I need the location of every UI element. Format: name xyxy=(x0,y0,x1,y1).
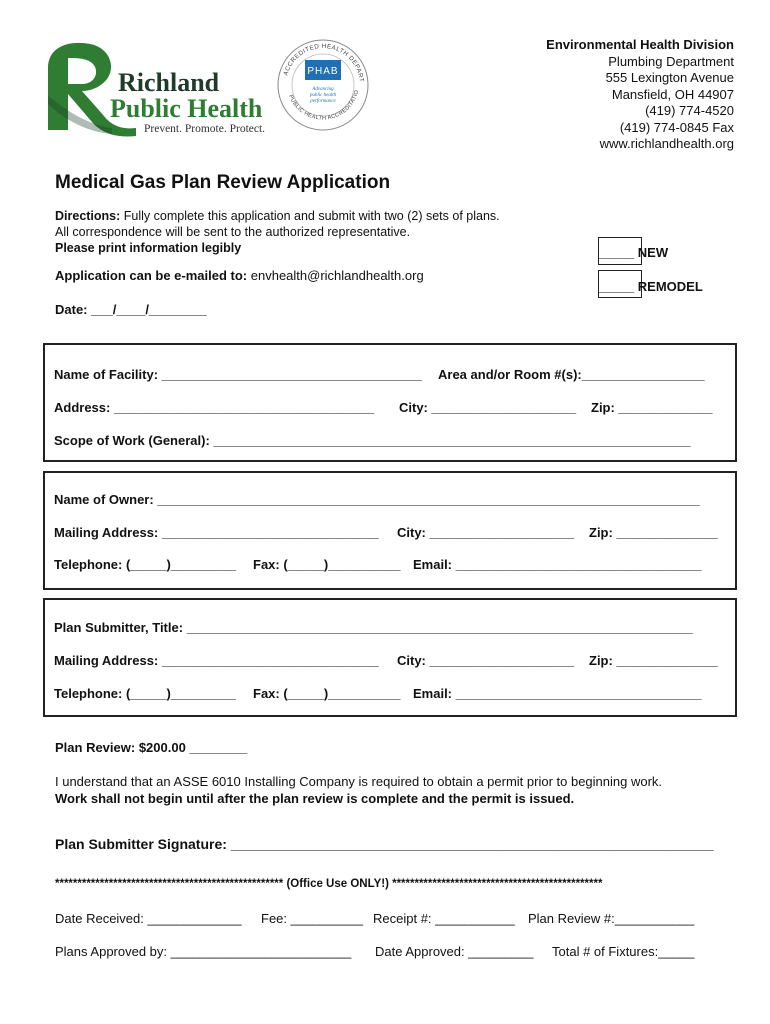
owner-city-field[interactable]: City: ____________________ xyxy=(397,525,575,540)
office-use-banner: *************************************************** (Office Use ONLY!) *********************************************** xyxy=(55,878,603,890)
submitter-name-title-field[interactable]: Plan Submitter, Title: ______________________________________________________________________ xyxy=(54,620,693,635)
plan-review-fee xyxy=(55,740,247,755)
email-address[interactable]: envhealth@richlandhealth.org xyxy=(247,268,424,283)
seal-icon xyxy=(276,38,370,132)
submitter-signature-field[interactable]: Plan Submitter Signature: ______________________________________________________________ xyxy=(55,836,714,852)
phab-accreditation-seal xyxy=(276,38,370,132)
plan-review-amount[interactable]: $200.00 ________ xyxy=(135,740,248,755)
print-legibly-note: Please print information legibly xyxy=(55,241,242,255)
owner-mailing-address-field[interactable]: Mailing Address: ______________________________ xyxy=(54,525,379,540)
plan-review-label: Plan Review: xyxy=(55,740,136,755)
submitter-fax-field[interactable]: Fax: (_____)__________ xyxy=(253,686,401,701)
permit-notice xyxy=(55,773,662,807)
svg-text:public health: public health xyxy=(309,93,337,98)
receipt-number-field[interactable]: Receipt #: ___________ xyxy=(373,911,515,926)
directions-label: Directions: xyxy=(55,209,121,223)
owner-name-field[interactable]: Name of Owner: ___________________________________________________________________________ xyxy=(54,492,700,507)
svg-text:PHAB: PHAB xyxy=(307,66,339,77)
website-link[interactable]: www.richlandhealth.org xyxy=(599,136,734,151)
phone-number: (419) 774-4520 xyxy=(645,103,734,118)
department-name: Plumbing Department xyxy=(608,53,734,69)
division-name: Environmental Health Division xyxy=(546,37,734,52)
city-state-zip: Mansfield, OH 44907 xyxy=(611,86,734,102)
plan-review-number-field[interactable]: Plan Review #:___________ xyxy=(528,911,695,926)
office-fee-field[interactable]: Fee: __________ xyxy=(261,911,363,926)
directions-block xyxy=(55,208,500,256)
asse-requirement-text: I understand that an ASSE 6010 Installing Company is required to obtain a permit prior to beginning work. xyxy=(55,774,663,789)
date-approved-field[interactable]: Date Approved: _________ xyxy=(375,944,534,959)
facility-address-field[interactable]: Address: ____________________________________ xyxy=(54,400,375,415)
owner-telephone-field[interactable]: Telephone: (_____)_________ xyxy=(54,557,236,572)
form-title: Medical Gas Plan Review Application xyxy=(55,172,391,193)
facility-city-field[interactable]: City: ____________________ xyxy=(399,400,577,415)
facility-zip-field[interactable]: Zip: _____________ xyxy=(591,400,713,415)
svg-text:Advancing: Advancing xyxy=(312,87,334,92)
facility-name-field[interactable]: Name of Facility: ____________________________________ xyxy=(54,367,422,382)
svg-text:performance: performance xyxy=(310,99,336,104)
owner-zip-field[interactable]: Zip: ______________ xyxy=(589,525,718,540)
svg-text:ACCREDITED HEALTH DEPARTMENT: ACCREDITED HEALTH DEPART xyxy=(282,42,365,83)
fax-number: (419) 774-0845 Fax xyxy=(619,119,734,135)
svg-text:PUBLIC HEALTH ACCREDITATION BO: PUBLIC HEALTH ACCREDITATIO xyxy=(287,89,361,122)
richland-public-health-logo xyxy=(40,38,280,138)
owner-email-field[interactable]: Email: __________________________________ xyxy=(413,557,702,572)
area-room-field[interactable]: Area and/or Room #(s):_________________ xyxy=(438,367,705,382)
logo-title-line2: Public Health xyxy=(110,94,263,123)
directions-text: Fully complete this application and submit with two (2) sets of plans. xyxy=(120,209,500,223)
submitter-mailing-address-field[interactable]: Mailing Address: ______________________________ xyxy=(54,653,379,668)
submitter-zip-field[interactable]: Zip: ______________ xyxy=(589,653,718,668)
work-start-warning: Work shall not begin until after the plan review is complete and the permit is issued. xyxy=(55,791,575,806)
owner-fax-field[interactable]: Fax: (_____)__________ xyxy=(253,557,401,572)
scope-of-work-field[interactable]: Scope of Work (General): __________________________________________________________________ xyxy=(54,433,691,448)
submitter-telephone-field[interactable]: Telephone: (_____)_________ xyxy=(54,686,236,701)
date-field[interactable]: Date: ___/____/________ xyxy=(55,302,207,317)
department-contact-block xyxy=(546,37,734,153)
plans-approved-by-field[interactable]: Plans Approved by: _________________________ xyxy=(55,944,352,959)
logo-title-line1: Richland xyxy=(118,68,220,97)
remodel-label: _____ REMODEL xyxy=(598,279,703,294)
email-instruction xyxy=(55,268,424,283)
email-label: Application can be e-mailed to: xyxy=(55,268,248,283)
submitter-city-field[interactable]: City: ____________________ xyxy=(397,653,575,668)
submitter-email-field[interactable]: Email: __________________________________ xyxy=(413,686,702,701)
total-fixtures-field[interactable]: Total # of Fixtures:_____ xyxy=(552,944,695,959)
street-address: 555 Lexington Avenue xyxy=(605,70,734,85)
new-label: _____ NEW xyxy=(598,245,669,260)
correspondence-note: All correspondence will be sent to the authorized representative. xyxy=(55,225,411,239)
date-received-field[interactable]: Date Received: _____________ xyxy=(55,911,242,926)
logo-tagline: Prevent. Promote. Protect. xyxy=(144,123,266,135)
